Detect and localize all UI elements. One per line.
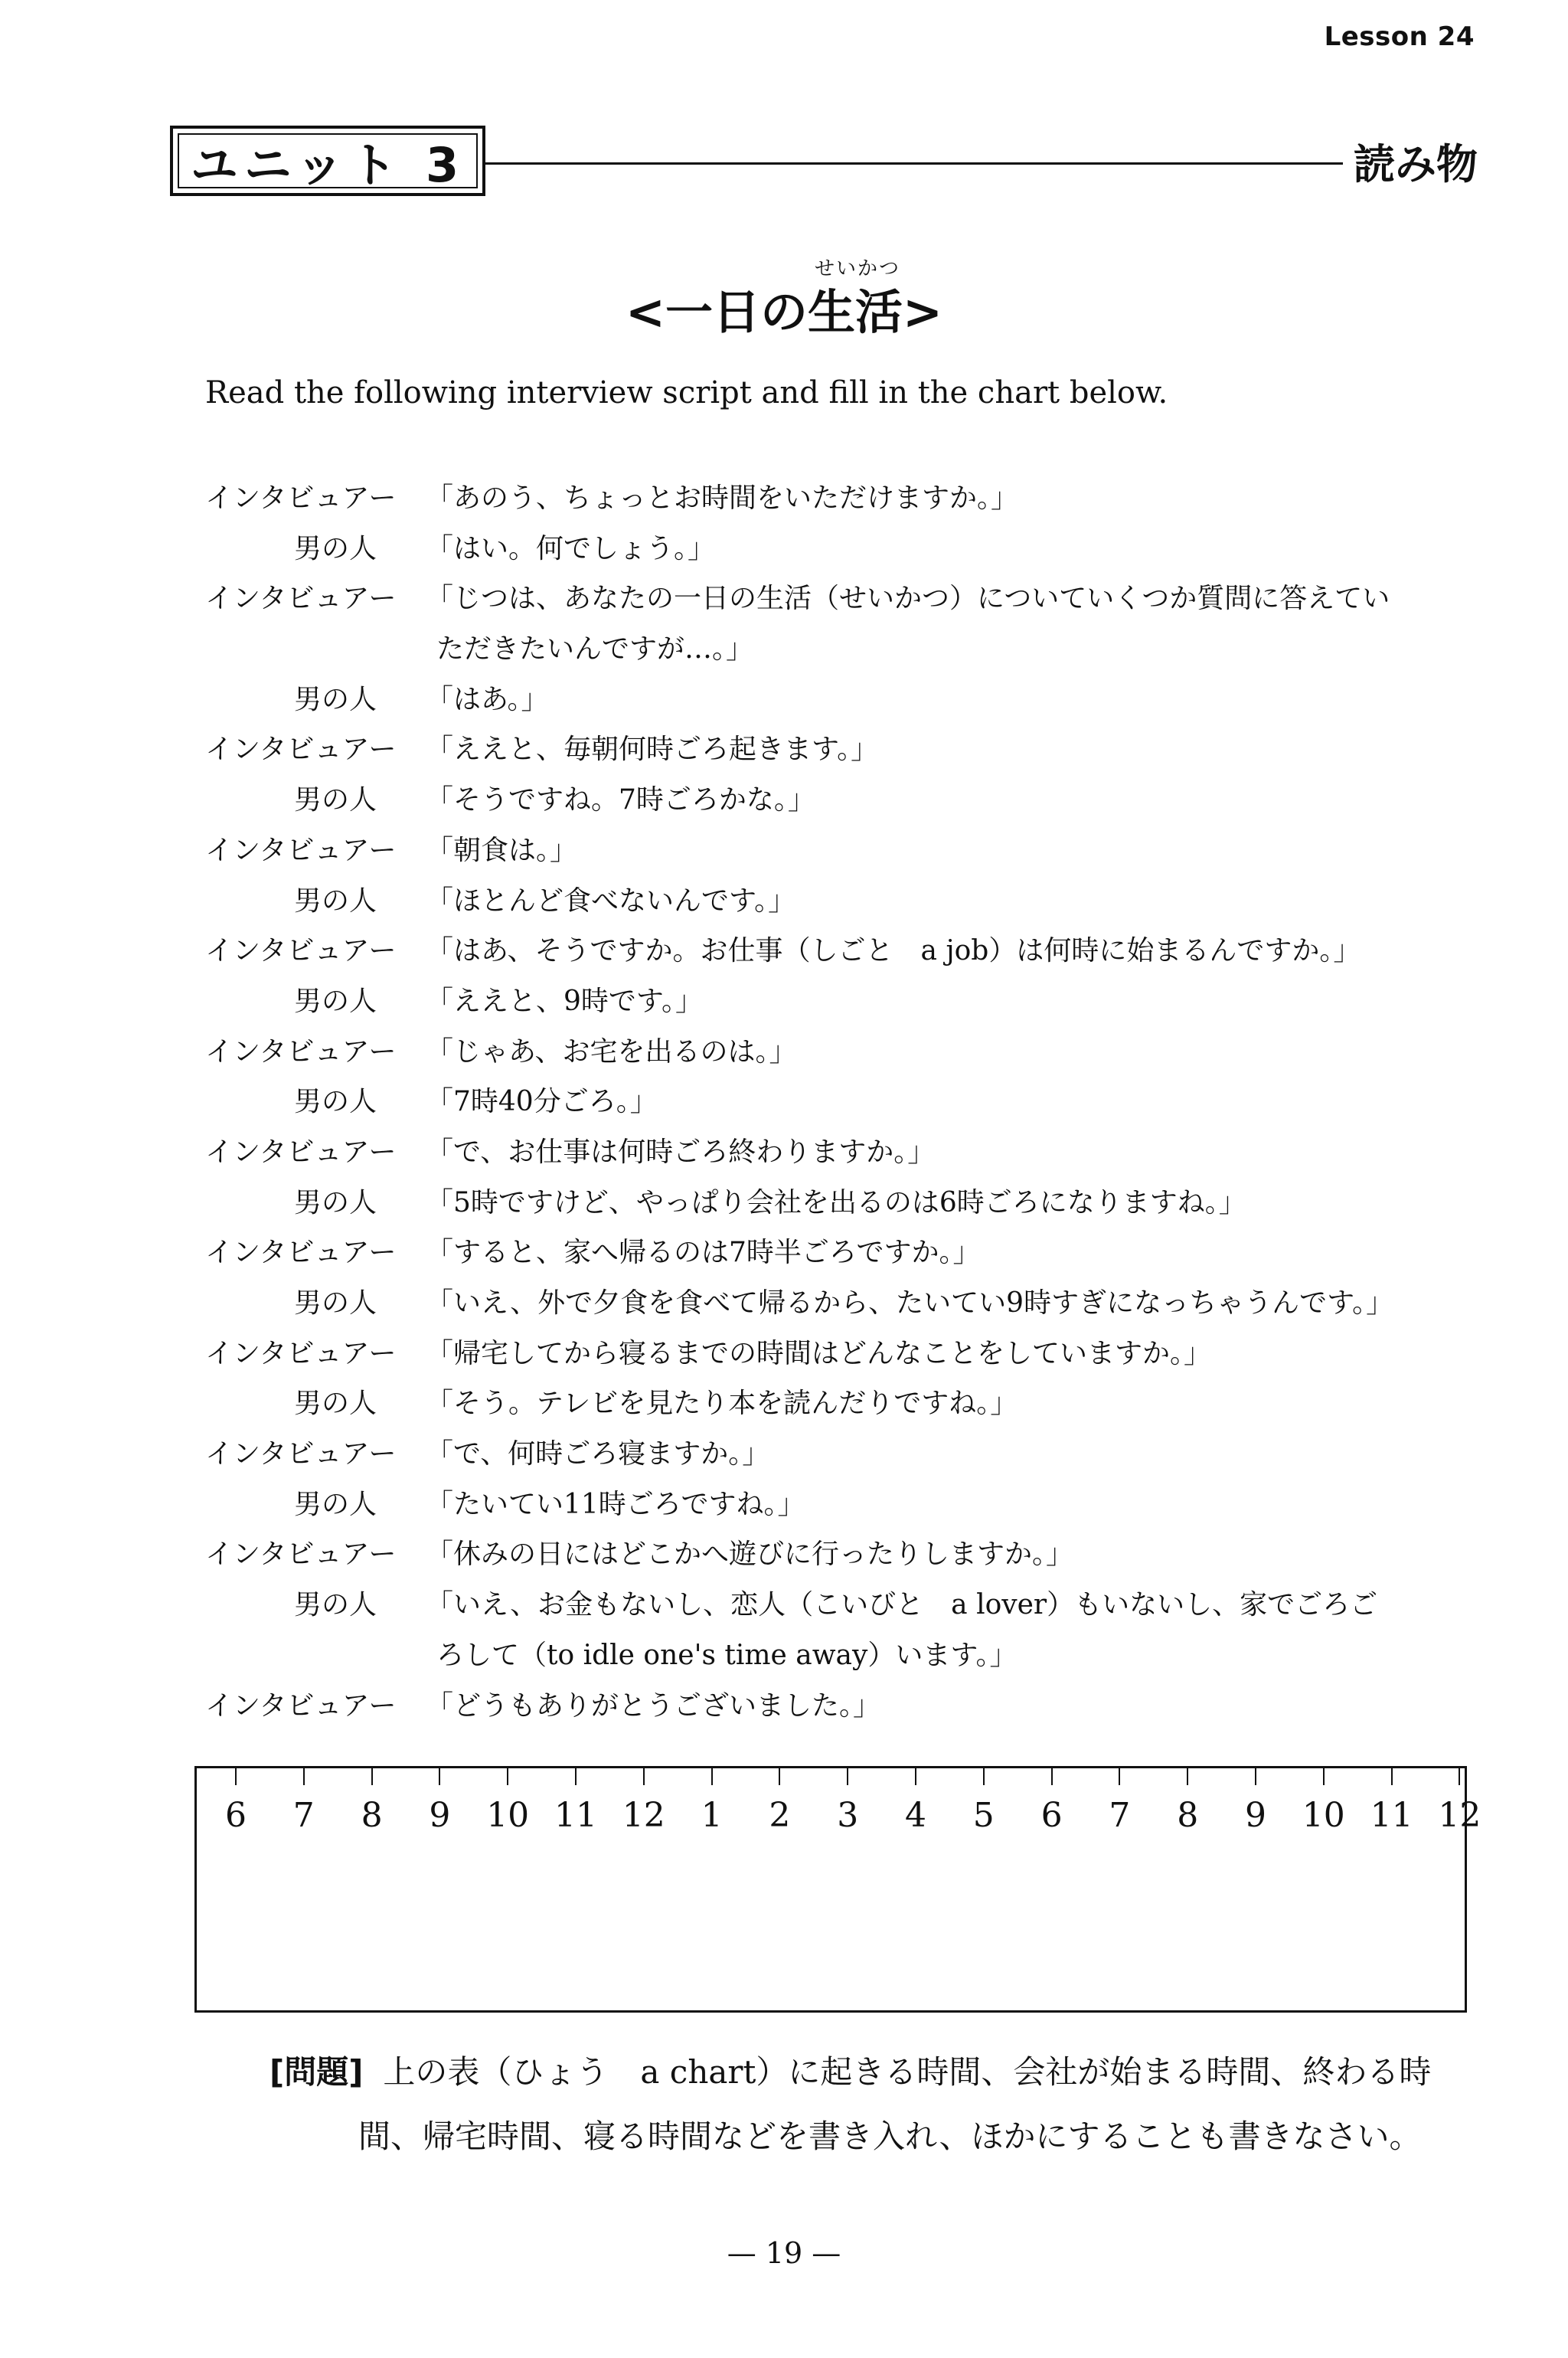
hour-tick bbox=[439, 1768, 440, 1785]
dialogue-line bbox=[205, 524, 1476, 574]
speaker-interviewer: インタビュアー bbox=[205, 1689, 397, 1722]
section-label: 読み物 bbox=[1354, 140, 1478, 188]
dialogue-text: ろして（to idle one's time away）います。」 bbox=[436, 1639, 1018, 1671]
speaker-man: 男の人 bbox=[294, 1589, 377, 1621]
hour-tick bbox=[643, 1768, 645, 1785]
dialogue-text: ただきたいんですが…。」 bbox=[436, 633, 754, 666]
question-line-1: 上の表（ひょう a chart）に起きる時間、会社が始まる時間、終わる時 bbox=[383, 2053, 1432, 2091]
dialogue-text: 「すると、家へ帰るのは7時半ごろですか。」 bbox=[426, 1237, 981, 1269]
dialogue-line bbox=[205, 1429, 1476, 1480]
hour-tick bbox=[915, 1768, 916, 1785]
dialogue-line bbox=[205, 1681, 1476, 1732]
speaker-man: 男の人 bbox=[294, 1287, 377, 1319]
page-number: — 19 — bbox=[727, 2236, 841, 2270]
dialogue-line bbox=[205, 1529, 1476, 1580]
hour-label: 12 bbox=[622, 1796, 665, 1835]
hour-tick bbox=[1119, 1768, 1120, 1785]
dialogue-line bbox=[205, 624, 1476, 675]
speaker-interviewer: インタビュアー bbox=[205, 834, 397, 866]
dialogue-line bbox=[205, 926, 1476, 976]
hour-label: 9 bbox=[429, 1796, 451, 1835]
speaker-man: 男の人 bbox=[294, 1488, 377, 1520]
dialogue-line bbox=[205, 1127, 1476, 1178]
dialogue-line bbox=[205, 1329, 1476, 1379]
speaker-man: 男の人 bbox=[294, 985, 377, 1017]
dialogue-line bbox=[205, 675, 1476, 725]
speaker-interviewer: インタビュアー bbox=[205, 1035, 397, 1068]
question-label: [問題] bbox=[270, 2053, 364, 2091]
dialogue-line bbox=[205, 1027, 1476, 1078]
question-line-2: 間、帰宅時間、寝る時間などを書き入れ、ほかにすることも書きなさい。 bbox=[358, 2118, 1422, 2155]
hour-tick bbox=[1323, 1768, 1325, 1785]
dialogue-text: 「7時40分ごろ。」 bbox=[426, 1086, 658, 1118]
dialogue-text: 「じつは、あなたの一日の生活（せいかつ）についていくつか質問に答えてい bbox=[426, 583, 1390, 615]
header-rule bbox=[485, 162, 1343, 165]
dialogue-text: 「そう。テレビを見たり本を読んだりですね。」 bbox=[426, 1388, 1018, 1420]
dialogue-line bbox=[205, 1228, 1476, 1278]
hour-tick bbox=[1051, 1768, 1053, 1785]
hour-tick bbox=[983, 1768, 985, 1785]
dialogue-line bbox=[205, 1480, 1476, 1530]
speaker-man: 男の人 bbox=[294, 683, 377, 715]
speaker-interviewer: インタビュアー bbox=[205, 482, 397, 514]
dialogue-line bbox=[205, 876, 1476, 927]
hour-tick bbox=[507, 1768, 508, 1785]
hour-tick bbox=[847, 1768, 848, 1785]
dialogue-line bbox=[205, 574, 1476, 624]
dialogue-text: 「はあ。」 bbox=[426, 683, 549, 715]
hour-label: 8 bbox=[361, 1796, 383, 1835]
dialogue-text: 「で、何時ごろ寝ますか。」 bbox=[426, 1438, 770, 1470]
dialogue-text: 「休みの日にはどこかへ遊びに行ったりしますか。」 bbox=[426, 1539, 1074, 1571]
hour-tick bbox=[235, 1768, 237, 1785]
speaker-interviewer: インタビュアー bbox=[205, 1136, 397, 1168]
hour-tick bbox=[371, 1768, 373, 1785]
hour-tick bbox=[1391, 1768, 1393, 1785]
dialogue-line bbox=[205, 1630, 1476, 1681]
lesson-label: Lesson 24 bbox=[1324, 21, 1475, 52]
hour-label: 12 bbox=[1438, 1796, 1481, 1835]
hour-label: 10 bbox=[486, 1796, 530, 1835]
hour-tick bbox=[1459, 1768, 1460, 1785]
hour-label: 7 bbox=[1109, 1796, 1131, 1835]
dialogue-text: 「いえ、お金もないし、恋人（こいびと a lover）もいないし、家でごろご bbox=[426, 1589, 1378, 1621]
dialogue-line bbox=[205, 1278, 1476, 1329]
speaker-interviewer: インタビュアー bbox=[205, 734, 397, 766]
hour-label: 5 bbox=[972, 1796, 995, 1835]
dialogue bbox=[205, 473, 1476, 1731]
speaker-man: 男の人 bbox=[294, 784, 377, 816]
timeline-chart bbox=[194, 1766, 1481, 2013]
dialogue-text: 「朝食は。」 bbox=[426, 834, 578, 866]
dialogue-line bbox=[205, 473, 1476, 524]
speaker-interviewer: インタビュアー bbox=[205, 1539, 397, 1571]
instruction: Read the following interview script and fill in the chart below. bbox=[205, 375, 1168, 410]
dialogue-text: 「ええと、9時です。」 bbox=[426, 985, 704, 1017]
hour-label: 6 bbox=[1040, 1796, 1063, 1835]
hour-label: 1 bbox=[701, 1796, 723, 1835]
hour-tick bbox=[1187, 1768, 1188, 1785]
speaker-man: 男の人 bbox=[294, 1086, 377, 1118]
speaker-man: 男の人 bbox=[294, 1388, 377, 1420]
dialogue-text: 「いえ、外で夕食を食べて帰るから、たいてい9時すぎになっちゃうんです。」 bbox=[426, 1287, 1394, 1319]
hour-label: 11 bbox=[554, 1796, 597, 1835]
unit-title: ユニット 3 bbox=[190, 136, 466, 193]
hour-label: 4 bbox=[905, 1796, 926, 1835]
hour-tick bbox=[711, 1768, 713, 1785]
dialogue-text: 「5時ですけど、やっぱり会社を出るのは6時ごろになりますね。」 bbox=[426, 1186, 1246, 1218]
hour-label: 6 bbox=[225, 1796, 247, 1835]
dialogue-text: 「はい。何でしょう。」 bbox=[426, 532, 716, 564]
hour-label: 10 bbox=[1302, 1796, 1345, 1835]
dialogue-text: 「たいてい11時ごろですね。」 bbox=[426, 1488, 805, 1520]
hour-label: 3 bbox=[837, 1796, 859, 1835]
speaker-man: 男の人 bbox=[294, 532, 377, 564]
dialogue-line bbox=[205, 826, 1476, 876]
speaker-interviewer: インタビュアー bbox=[205, 583, 397, 615]
dialogue-line bbox=[205, 775, 1476, 826]
page-title: <一日の生活> bbox=[626, 284, 942, 340]
speaker-interviewer: インタビュアー bbox=[205, 1438, 397, 1470]
dialogue-line bbox=[205, 1077, 1476, 1127]
dialogue-text: 「そうですね。7時ごろかな。」 bbox=[426, 784, 815, 816]
dialogue-line bbox=[205, 724, 1476, 775]
speaker-man: 男の人 bbox=[294, 885, 377, 917]
dialogue-line bbox=[205, 976, 1476, 1027]
dialogue-line bbox=[205, 1378, 1476, 1429]
dialogue-text: 「あのう、ちょっとお時間をいただけますか。」 bbox=[426, 482, 1019, 514]
hour-label: 7 bbox=[292, 1796, 315, 1835]
question bbox=[270, 2040, 1464, 2169]
dialogue-text: 「はあ、そうですか。お仕事（しごと a job）は何時に始まるんですか。」 bbox=[426, 935, 1361, 967]
hour-label: 2 bbox=[769, 1796, 791, 1835]
dialogue-line bbox=[205, 1178, 1476, 1228]
speaker-man: 男の人 bbox=[294, 1186, 377, 1218]
dialogue-text: 「ほとんど食べないんです。」 bbox=[426, 885, 796, 917]
hour-label: 9 bbox=[1245, 1796, 1266, 1835]
hour-tick bbox=[1255, 1768, 1256, 1785]
dialogue-text: 「帰宅してから寝るまでの時間はどんなことをしていますか。」 bbox=[426, 1337, 1212, 1369]
speaker-interviewer: インタビュアー bbox=[205, 1337, 397, 1369]
hour-label: 11 bbox=[1370, 1796, 1413, 1835]
dialogue-text: 「ええと、毎朝何時ごろ起きます。」 bbox=[426, 734, 879, 766]
title-ruby: せいかつ bbox=[815, 257, 901, 280]
dialogue-line bbox=[205, 1580, 1476, 1630]
hour-tick bbox=[303, 1768, 305, 1785]
dialogue-text: 「で、お仕事は何時ごろ終わりますか。」 bbox=[426, 1136, 936, 1168]
dialogue-text: 「どうもありがとうございました。」 bbox=[426, 1689, 881, 1722]
speaker-interviewer: インタビュアー bbox=[205, 1237, 397, 1269]
hour-tick bbox=[779, 1768, 780, 1785]
dialogue-text: 「じゃあ、お宅を出るのは。」 bbox=[426, 1035, 797, 1068]
unit-box bbox=[170, 126, 485, 196]
speaker-interviewer: インタビュアー bbox=[205, 935, 397, 967]
hour-label: 8 bbox=[1177, 1796, 1199, 1835]
hour-tick bbox=[575, 1768, 577, 1785]
